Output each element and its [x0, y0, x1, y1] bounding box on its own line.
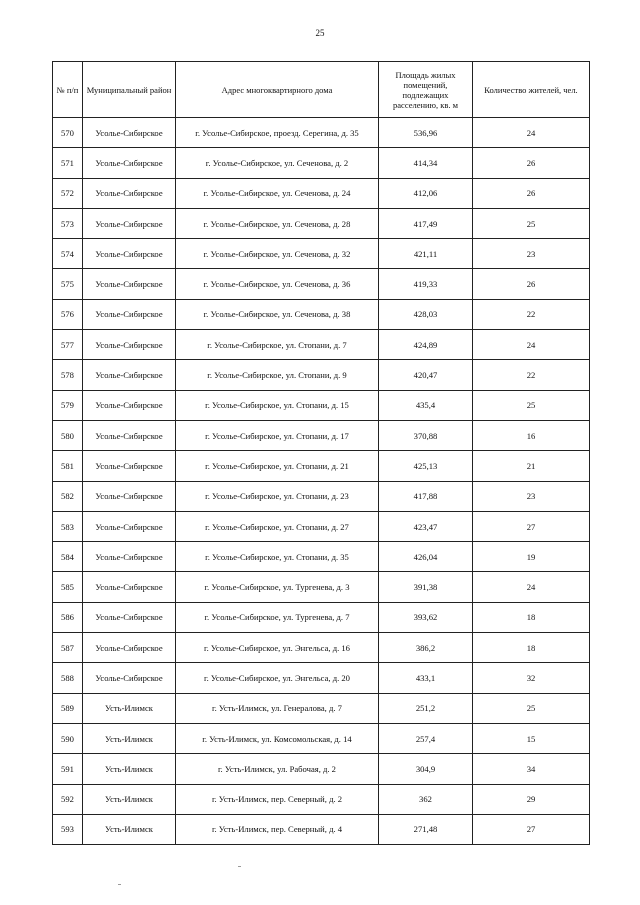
cell-residents: 34: [473, 754, 590, 784]
cell-district: Усолье-Сибирское: [83, 481, 176, 511]
cell-area: 271,48: [379, 814, 473, 844]
cell-district: Усолье-Сибирское: [83, 633, 176, 663]
cell-residents: 19: [473, 542, 590, 572]
cell-address: г. Усть-Илимск, ул. Генералова, д. 7: [176, 693, 379, 723]
cell-residents: 25: [473, 208, 590, 238]
cell-residents: 22: [473, 360, 590, 390]
cell-num: 583: [53, 511, 83, 541]
table-row: [53, 602, 590, 632]
cell-area: 424,89: [379, 330, 473, 360]
cell-num: 593: [53, 814, 83, 844]
cell-area: 393,62: [379, 602, 473, 632]
cell-area: 426,04: [379, 542, 473, 572]
table-row: [53, 723, 590, 753]
cell-residents: 26: [473, 178, 590, 208]
header-row: [53, 62, 590, 118]
cell-residents: 23: [473, 239, 590, 269]
cell-district: Усолье-Сибирское: [83, 451, 176, 481]
cell-area: 386,2: [379, 633, 473, 663]
cell-area: 536,96: [379, 118, 473, 148]
cell-residents: 26: [473, 269, 590, 299]
cell-num: 572: [53, 178, 83, 208]
cell-address: г. Усолье-Сибирское, ул. Сеченова, д. 2: [176, 148, 379, 178]
table-row: [53, 754, 590, 784]
header-address: Адрес многоквартирного дома: [176, 62, 379, 118]
cell-address: г. Усолье-Сибирское, проезд. Серегина, д. 35: [176, 118, 379, 148]
cell-address: г. Усолье-Сибирское, ул. Тургенева, д. 7: [176, 602, 379, 632]
cell-area: 251,2: [379, 693, 473, 723]
cell-address: г. Усолье-Сибирское, ул. Тургенева, д. 3: [176, 572, 379, 602]
cell-residents: 29: [473, 784, 590, 814]
cell-district: Усолье-Сибирское: [83, 572, 176, 602]
cell-district: Усолье-Сибирское: [83, 208, 176, 238]
cell-area: 370,88: [379, 420, 473, 450]
cell-address: г. Усть-Илимск, пер. Северный, д. 2: [176, 784, 379, 814]
table-row: [53, 693, 590, 723]
table-row: [53, 360, 590, 390]
cell-district: Усть-Илимск: [83, 784, 176, 814]
cell-num: 578: [53, 360, 83, 390]
cell-num: 585: [53, 572, 83, 602]
cell-residents: 24: [473, 572, 590, 602]
table-row: [53, 572, 590, 602]
cell-address: г. Усолье-Сибирское, ул. Энгельса, д. 16: [176, 633, 379, 663]
cell-area: 435,4: [379, 390, 473, 420]
cell-num: 575: [53, 269, 83, 299]
cell-address: г. Усть-Илимск, пер. Северный, д. 4: [176, 814, 379, 844]
cell-address: г. Усть-Илимск, ул. Комсомольская, д. 14: [176, 723, 379, 753]
cell-address: г. Усолье-Сибирское, ул. Сеченова, д. 38: [176, 299, 379, 329]
cell-district: Усолье-Сибирское: [83, 390, 176, 420]
table-row: [53, 814, 590, 844]
cell-num: 577: [53, 330, 83, 360]
cell-district: Усолье-Сибирское: [83, 178, 176, 208]
cell-address: г. Усолье-Сибирское, ул. Стопани, д. 7: [176, 330, 379, 360]
table-row: [53, 451, 590, 481]
cell-num: 574: [53, 239, 83, 269]
cell-district: Усолье-Сибирское: [83, 360, 176, 390]
cell-district: Усть-Илимск: [83, 723, 176, 753]
cell-area: 425,13: [379, 451, 473, 481]
cell-residents: 15: [473, 723, 590, 753]
cell-district: Усолье-Сибирское: [83, 330, 176, 360]
cell-residents: 18: [473, 602, 590, 632]
cell-address: г. Усолье-Сибирское, ул. Стопани, д. 15: [176, 390, 379, 420]
cell-num: 573: [53, 208, 83, 238]
cell-area: 304,9: [379, 754, 473, 784]
cell-district: Усолье-Сибирское: [83, 148, 176, 178]
cell-area: 423,47: [379, 511, 473, 541]
cell-area: 428,03: [379, 299, 473, 329]
table-row: [53, 542, 590, 572]
table-row: [53, 208, 590, 238]
cell-area: 433,1: [379, 663, 473, 693]
cell-num: 571: [53, 148, 83, 178]
cell-num: 576: [53, 299, 83, 329]
cell-residents: 16: [473, 420, 590, 450]
cell-area: 412,06: [379, 178, 473, 208]
cell-residents: 21: [473, 451, 590, 481]
cell-area: 391,38: [379, 572, 473, 602]
cell-address: г. Усолье-Сибирское, ул. Стопани, д. 23: [176, 481, 379, 511]
cell-area: 414,34: [379, 148, 473, 178]
cell-residents: 24: [473, 330, 590, 360]
cell-num: 592: [53, 784, 83, 814]
cell-residents: 23: [473, 481, 590, 511]
scan-speck: [118, 884, 121, 885]
cell-area: 362: [379, 784, 473, 814]
cell-area: 420,47: [379, 360, 473, 390]
cell-num: 589: [53, 693, 83, 723]
table-row: [53, 420, 590, 450]
cell-residents: 27: [473, 814, 590, 844]
cell-district: Усть-Илимск: [83, 754, 176, 784]
cell-district: Усолье-Сибирское: [83, 542, 176, 572]
cell-district: Усолье-Сибирское: [83, 239, 176, 269]
cell-area: 417,49: [379, 208, 473, 238]
cell-num: 587: [53, 633, 83, 663]
cell-district: Усолье-Сибирское: [83, 420, 176, 450]
table-row: [53, 481, 590, 511]
housing-registry-table: [52, 61, 590, 845]
cell-area: 257,4: [379, 723, 473, 753]
table-row: [53, 178, 590, 208]
cell-residents: 32: [473, 663, 590, 693]
cell-address: г. Усть-Илимск, ул. Рабочая, д. 2: [176, 754, 379, 784]
cell-district: Усолье-Сибирское: [83, 511, 176, 541]
cell-num: 570: [53, 118, 83, 148]
cell-address: г. Усолье-Сибирское, ул. Сеченова, д. 36: [176, 269, 379, 299]
cell-address: г. Усолье-Сибирское, ул. Стопани, д. 27: [176, 511, 379, 541]
cell-address: г. Усолье-Сибирское, ул. Стопани, д. 9: [176, 360, 379, 390]
header-num: № п/п: [53, 62, 83, 118]
cell-district: Усолье-Сибирское: [83, 602, 176, 632]
cell-residents: 26: [473, 148, 590, 178]
table-row: [53, 269, 590, 299]
cell-residents: 18: [473, 633, 590, 663]
header-district: Муниципальный район: [83, 62, 176, 118]
table-row: [53, 330, 590, 360]
cell-address: г. Усолье-Сибирское, ул. Энгельса, д. 20: [176, 663, 379, 693]
cell-area: 417,88: [379, 481, 473, 511]
table-row: [53, 299, 590, 329]
cell-district: Усолье-Сибирское: [83, 299, 176, 329]
cell-num: 586: [53, 602, 83, 632]
header-area: Площадь жилых помещений, подлежащих расселению, кв. м: [379, 62, 473, 118]
table-row: [53, 148, 590, 178]
table-row: [53, 633, 590, 663]
cell-address: г. Усолье-Сибирское, ул. Сеченова, д. 32: [176, 239, 379, 269]
table-row: [53, 239, 590, 269]
cell-num: 584: [53, 542, 83, 572]
cell-num: 581: [53, 451, 83, 481]
cell-area: 419,33: [379, 269, 473, 299]
cell-residents: 25: [473, 693, 590, 723]
cell-num: 580: [53, 420, 83, 450]
cell-district: Усолье-Сибирское: [83, 118, 176, 148]
table-body: [53, 118, 590, 845]
cell-residents: 27: [473, 511, 590, 541]
table-row: [53, 390, 590, 420]
cell-residents: 25: [473, 390, 590, 420]
cell-address: г. Усолье-Сибирское, ул. Стопани, д. 21: [176, 451, 379, 481]
table-row: [53, 663, 590, 693]
scan-speck: [238, 866, 241, 867]
table-header: [53, 62, 590, 118]
table-row: [53, 784, 590, 814]
table-row: [53, 511, 590, 541]
cell-area: 421,11: [379, 239, 473, 269]
cell-district: Усть-Илимск: [83, 693, 176, 723]
header-residents: Количество жителей, чел.: [473, 62, 590, 118]
cell-address: г. Усолье-Сибирское, ул. Сеченова, д. 24: [176, 178, 379, 208]
page-number: 25: [315, 28, 325, 38]
cell-num: 579: [53, 390, 83, 420]
cell-num: 588: [53, 663, 83, 693]
cell-num: 591: [53, 754, 83, 784]
cell-residents: 22: [473, 299, 590, 329]
cell-district: Усть-Илимск: [83, 814, 176, 844]
cell-num: 582: [53, 481, 83, 511]
cell-district: Усолье-Сибирское: [83, 269, 176, 299]
table-row: [53, 118, 590, 148]
cell-address: г. Усолье-Сибирское, ул. Сеченова, д. 28: [176, 208, 379, 238]
cell-address: г. Усолье-Сибирское, ул. Стопани, д. 35: [176, 542, 379, 572]
cell-district: Усолье-Сибирское: [83, 663, 176, 693]
cell-address: г. Усолье-Сибирское, ул. Стопани, д. 17: [176, 420, 379, 450]
cell-residents: 24: [473, 118, 590, 148]
cell-num: 590: [53, 723, 83, 753]
